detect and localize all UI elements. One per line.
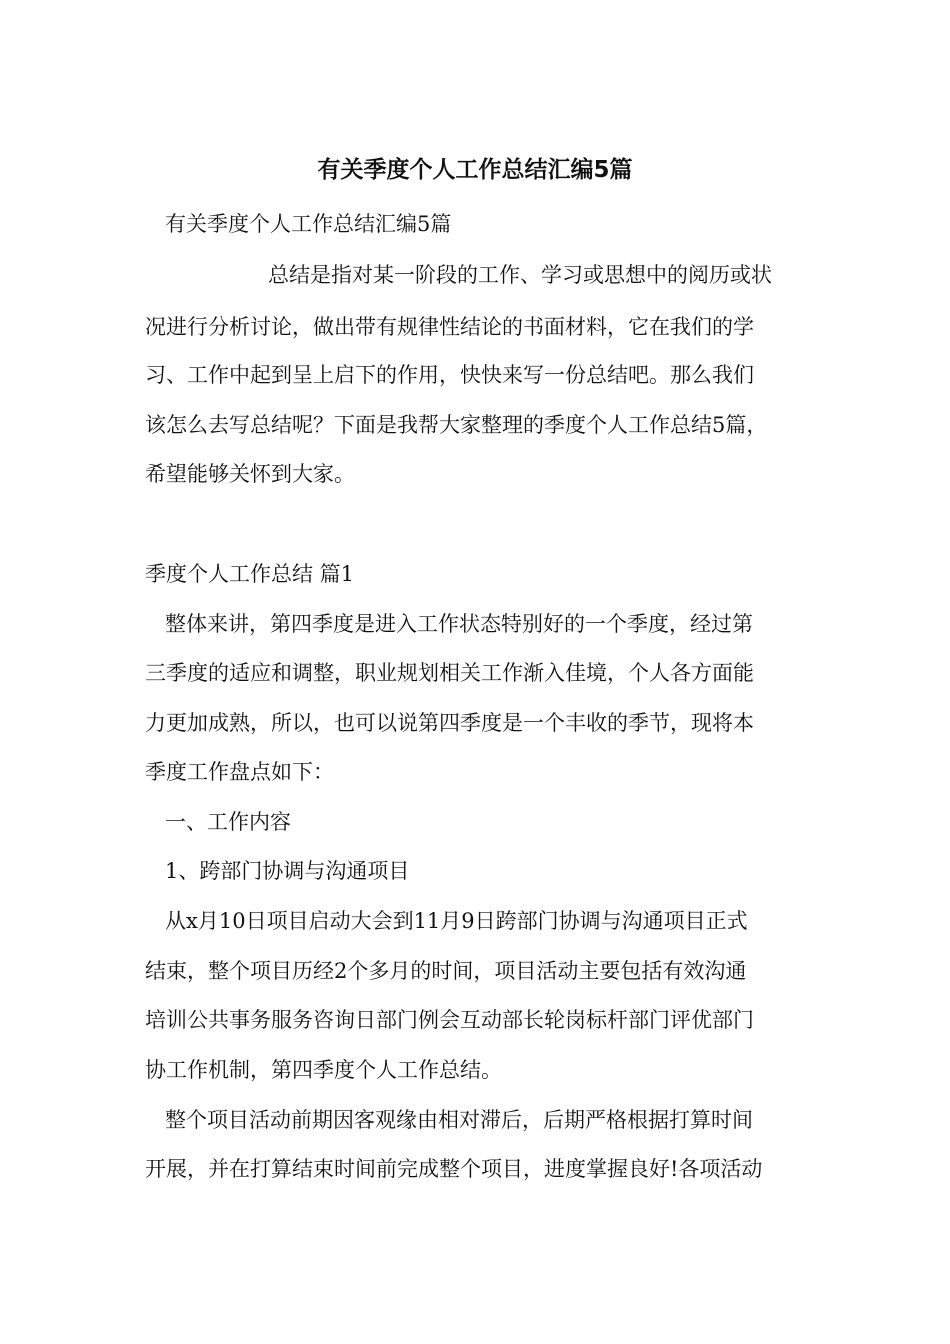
intro-line-1: 总结是指对某一阶段的工作、学习或思想中的阅历或状	[268, 263, 772, 287]
paragraph-line-2: 三季度的适应和调整，职业规划相关工作渐入佳境，个人各方面能	[145, 661, 754, 685]
subheading-work-content: 一、工作内容	[165, 810, 291, 834]
paragraph-line-3: 力更加成熟，所以，也可以说第四季度是一个丰收的季节，现将本	[145, 711, 754, 735]
paragraph-line-7: 培训公共事务服务咨询日部门例会互动部长轮岗标杆部门评优部门	[145, 1008, 754, 1032]
intro-line-5: 希望能够关怀到大家。	[145, 462, 355, 486]
paragraph-line-9: 整个项目活动前期因客观缘由相对滞后，后期严格根据打算时间	[165, 1108, 753, 1132]
intro-line-4: 该怎么去写总结呢？下面是我帮大家整理的季度个人工作总结5篇，	[145, 413, 768, 437]
document-title: 有关季度个人工作总结汇编5篇	[317, 157, 633, 183]
subheading-project: 1、跨部门协调与沟通项目	[165, 859, 410, 883]
paragraph-line-5: 从x月10日项目启动大会到11月9日跨部门协调与沟通项目正式	[165, 909, 748, 933]
paragraph-line-1: 整体来讲，第四季度是进入工作状态特别好的一个季度，经过第	[165, 612, 753, 636]
paragraph-line-8: 协工作机制，第四季度个人工作总结。	[145, 1058, 502, 1082]
section-heading: 季度个人工作总结 篇1	[145, 562, 355, 586]
intro-line-3: 习、工作中起到呈上启下的作用，快快来写一份总结吧。那么我们	[145, 363, 754, 387]
subtitle-line: 有关季度个人工作总结汇编5篇	[165, 212, 452, 236]
paragraph-line-4: 季度工作盘点如下：	[145, 760, 334, 784]
paragraph-line-6: 结束，整个项目历经2个多月的时间，项目活动主要包括有效沟通	[145, 959, 747, 983]
intro-line-2: 况进行分析讨论，做出带有规律性结论的书面材料，它在我们的学	[145, 315, 754, 339]
paragraph-line-10: 开展，并在打算结束时间前完成整个项目，进度掌握良好!各项活动	[145, 1157, 763, 1181]
